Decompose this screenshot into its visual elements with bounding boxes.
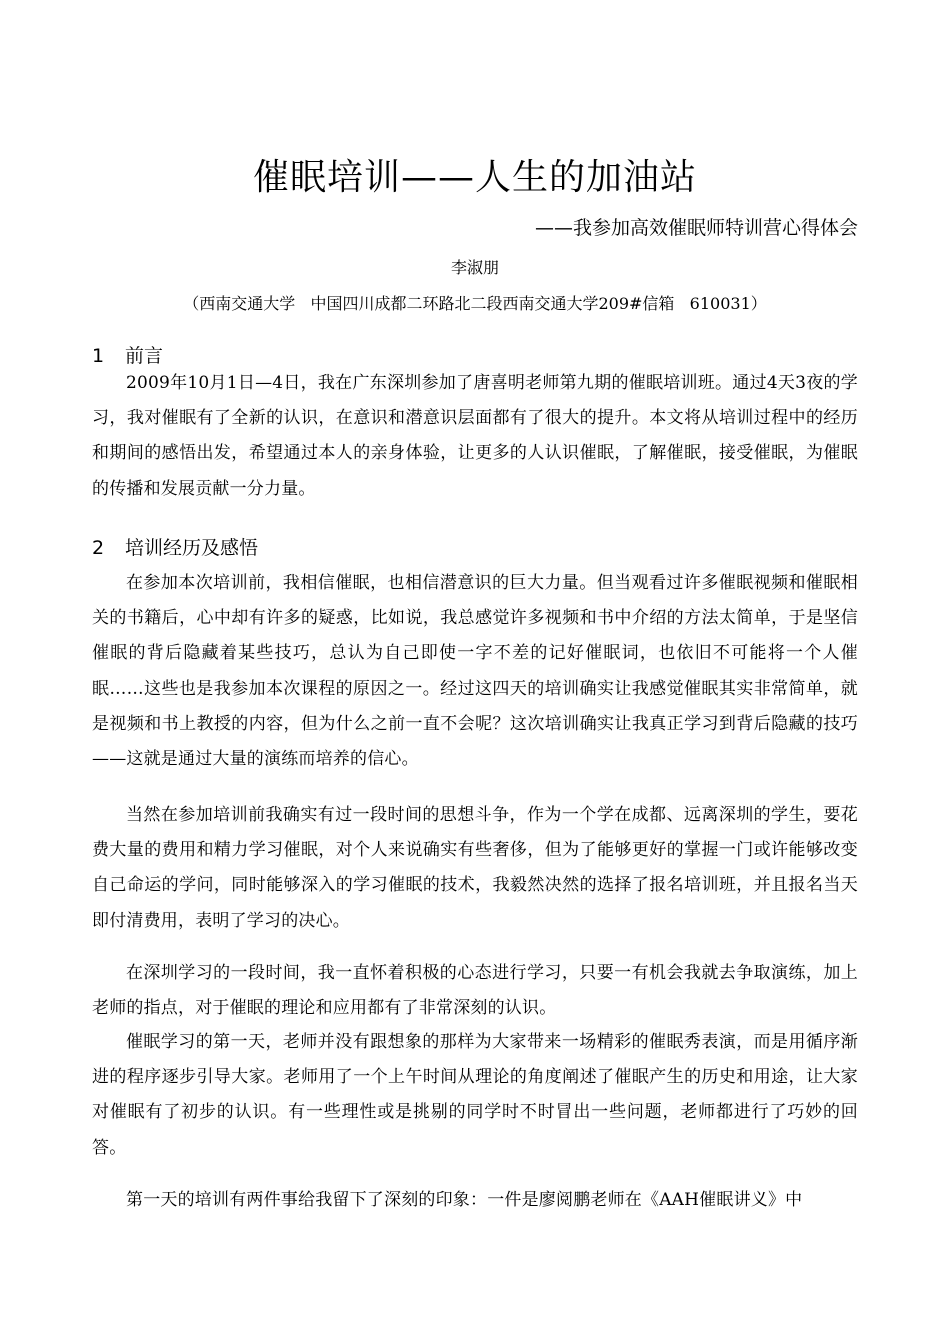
- section-number: 2: [92, 537, 105, 559]
- document-subtitle: ——我参加高效催眠师特训营心得体会: [534, 217, 858, 239]
- section-title: 培训经历及感悟: [125, 537, 259, 559]
- document-title: 催眠培训——人生的加油站: [252, 157, 697, 198]
- section-number: 1: [92, 345, 105, 367]
- author-name: 李淑朋: [450, 258, 499, 277]
- paragraph: 2009年10月1日—4日，我在广东深圳参加了唐喜明老师第九期的催眠培训班。通过4天3夜的学习，我对催眠有了全新的认识，在意识和潜意识层面都有了很大的提升。本文将从培训过程中的经历和期间的感悟出发，希望通过本人的亲身体验，让更多的人认识催眠，了解催眠，接受催眠，为催眠的传播和发展贡献一分力量。: [92, 373, 858, 499]
- paragraph: 催眠学习的第一天，老师并没有跟想象的那样为大家带来一场精彩的催眠秀表演，而是用循序渐进的程序逐步引导大家。老师用了一个上午时间从理论的角度阐述了催眠产生的历史和用途，让大家对催眠有了初步的认识。有一些理性或是挑剔的同学时不时冒出一些问题，老师都进行了巧妙的回答。: [92, 1032, 858, 1158]
- paragraph: 第一天的培训有两件事给我留下了深刻的印象：一件是廖阅鹏老师在《AAH催眠讲义》中: [126, 1190, 803, 1210]
- paragraph: 在参加本次培训前，我相信催眠，也相信潜意识的巨大力量。但当观看过许多催眠视频和催眠相关的书籍后，心中却有许多的疑惑，比如说，我总感觉许多视频和书中介绍的方法太简单，于是坚信催眠的背后隐藏着某些技巧，总认为自己即使一字不差的记好催眠词，也依旧不可能将一个人催眠……这些也是我参加本次课程的原因之一。经过这四天的培训确实让我感觉催眠其实非常简单，就是视频和书上教授的内容，但为什么之前一直不会呢？这次培训确实让我真正学习到背后隐藏的技巧——这就是通过大量的演练而培养的信心。: [92, 573, 858, 770]
- paragraph: 当然在参加培训前我确实有过一段时间的思想斗争，作为一个学在成都、远离深圳的学生，要花费大量的费用和精力学习催眠，对个人来说确实有些奢侈，但为了能够更好的掌握一门或许能够改变自己命运的学问，同时能够深入的学习催眠的技术，我毅然决然的选择了报名培训班，并且报名当天即付清费用，表明了学习的决心。: [92, 805, 858, 931]
- section-title: 前言: [125, 345, 164, 367]
- section-heading-2: [92, 533, 258, 563]
- author-affiliation: （西南交通大学 中国四川成都二环路北二段西南交通大学209#信箱 610031）: [183, 294, 767, 313]
- paragraph: 在深圳学习的一段时间，我一直怀着积极的心态进行学习，只要一有机会我就去争取演练，加上老师的指点，对于催眠的理论和应用都有了非常深刻的认识。: [92, 963, 858, 1019]
